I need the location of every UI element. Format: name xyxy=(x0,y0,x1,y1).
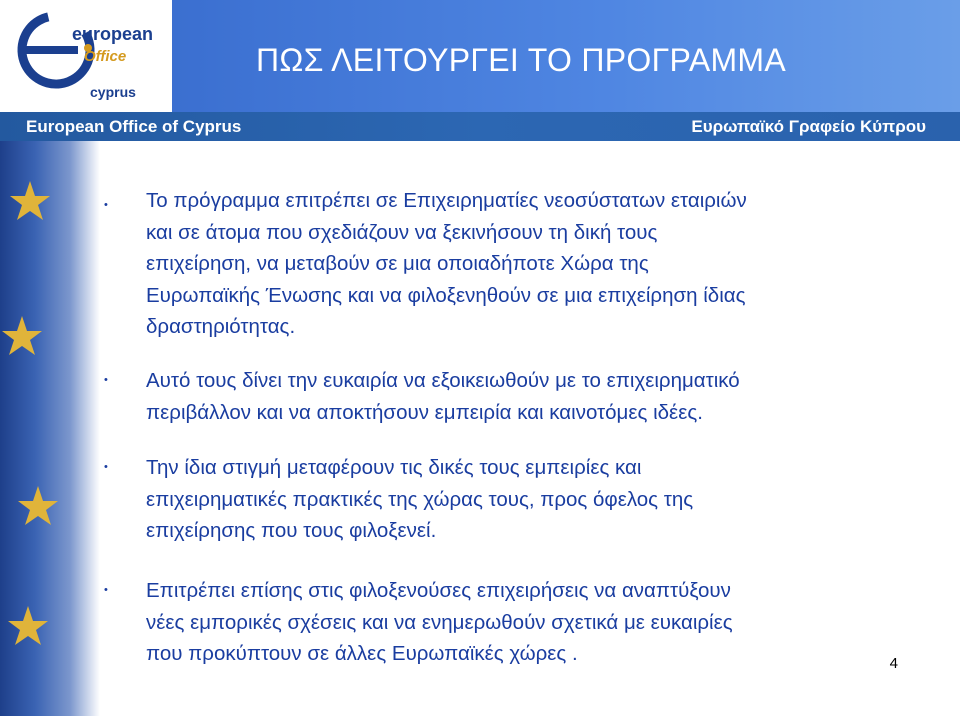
title-bar xyxy=(172,0,960,112)
paragraph-2 xyxy=(146,365,740,428)
paragraph-4 xyxy=(146,575,733,670)
bullet-point: • xyxy=(104,461,108,473)
paragraph-line: Επιτρέπει επίσης στις φιλοξενούσες επιχειρήσεις να αναπτύξουν xyxy=(146,579,731,602)
logo-text-cyprus: cyprus xyxy=(90,84,136,100)
paragraph-line: δραστηριότητας. xyxy=(146,315,296,338)
bullet-point: • xyxy=(104,199,108,211)
paragraph-line: επιχειρηματικές πρακτικές της χώρας τους, προς όφελος της xyxy=(146,487,694,511)
subtitle-english: European Office of Cyprus xyxy=(26,117,242,136)
page-title: ΠΩΣ ΛΕΙΤΟΥΡΓΕΙ ΤΟ ΠΡΟΓΡΑΜΜΑ xyxy=(256,42,787,78)
paragraph-line: επιχείρηση, να μεταβούν σε μια οποιαδήποτε Χώρα της xyxy=(146,252,649,275)
paragraph-line: Την ίδια στιγμή μεταφέρουν τις δικές τους εμπειρίες και xyxy=(146,456,642,479)
subtitle-greek: Ευρωπαϊκό Γραφείο Κύπρου xyxy=(691,117,926,136)
paragraph-3 xyxy=(146,452,693,547)
subtitle-bar xyxy=(0,112,960,141)
paragraph-line: Αυτό τους δίνει την ευκαιρία να εξοικειωθούν με το επιχειρηματικό xyxy=(146,369,740,392)
page-number: 4 xyxy=(889,655,898,672)
paragraph-line: επιχείρησης που τους φιλοξενεί. xyxy=(146,519,437,542)
paragraph-line: νέες εμπορικές σχέσεις και να ενημερωθούν σχετικά με ευκαιρίες xyxy=(146,610,733,634)
bullet-point: • xyxy=(104,584,108,596)
bullet-point: • xyxy=(104,374,108,386)
paragraph-1 xyxy=(146,185,747,343)
paragraph-line: Το πρόγραμμα επιτρέπει σε Επιχειρηματίες νεοσύστατων εταιριών xyxy=(146,189,747,212)
paragraph-line: περιβάλλον και να αποκτήσουν εμπειρία και καινοτόμες ιδέες. xyxy=(146,400,703,424)
paragraph-line: Ευρωπαϊκής Ένωσης και να φιλοξενηθούν σε μια επιχείρηση ίδιας xyxy=(146,283,746,307)
logo-text-office: Office xyxy=(84,48,127,65)
paragraph-line: που προκύπτουν σε άλλες Ευρωπαϊκές χώρες . xyxy=(146,642,578,665)
slide-content xyxy=(0,141,960,716)
paragraph-line: και σε άτομα που σχεδιάζουν να ξεκινήσουν τη δική τους xyxy=(146,220,658,244)
logo xyxy=(0,0,172,112)
logo-text-european: european xyxy=(72,24,154,44)
